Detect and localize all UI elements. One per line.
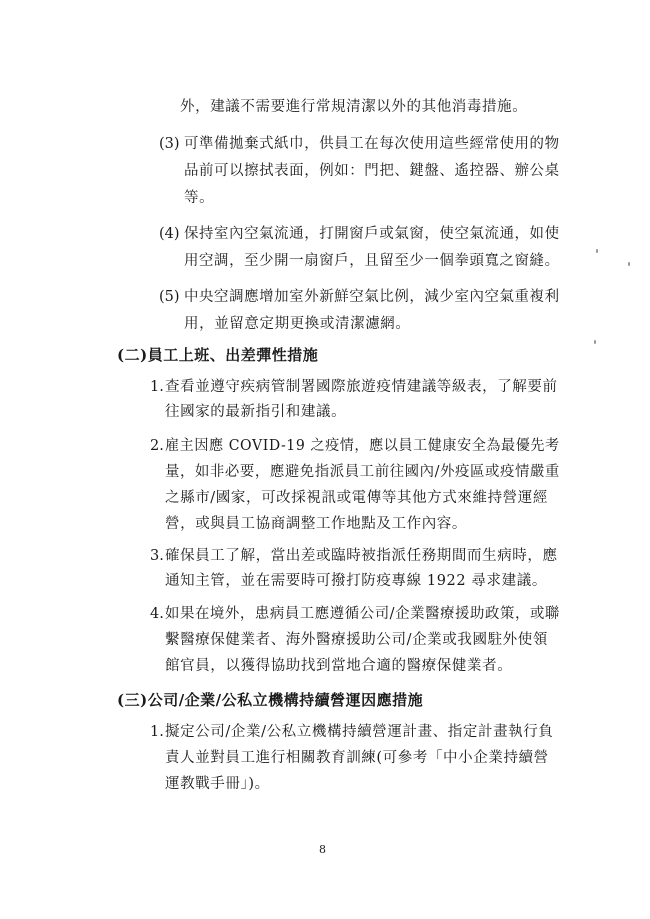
item-text-line: 往國家的最新指引和建議。: [165, 404, 347, 420]
item-text-line: 品前可以擦拭表面，例如：門把、鍵盤、遙控器、辦公桌: [184, 163, 560, 179]
section-heading: (二)員工上班、出差彈性措施: [117, 346, 319, 364]
scan-speck: [596, 249, 598, 253]
item-text-line: 用，並留意定期更換或清潔濾網。: [184, 316, 411, 332]
item-number: 4.: [150, 606, 164, 622]
item-text-line: 保持室內空氣流通，打開窗戶或氣窗，使空氣流通，如使: [184, 226, 560, 242]
item-text-line: 通知主管，並在需要時可撥打防疫專線 1922 尋求建議。: [165, 573, 547, 589]
section-heading: (三)公司/企業/公私立機構持續營運因應措施: [117, 691, 424, 709]
item-text-line: 確保員工了解，當出差或臨時被指派任務期間而生病時，應: [165, 548, 558, 564]
item-text-line: 之縣市/國家，可改採視訊或電傳等其他方式來維持營運經: [165, 490, 548, 506]
item-text-line: 量，如非必要，應避免指派員工前往國內/外疫區或疫情嚴重: [165, 464, 560, 480]
item-number: 1.: [150, 379, 164, 395]
item-text-line: 雇主因應 COVID-19 之疫情，應以員工健康安全為最優先考: [165, 438, 560, 454]
scan-speck: [594, 340, 596, 344]
item-number: 2.: [150, 438, 164, 454]
item-text-line: 查看並遵守疾病管制署國際旅遊疫情建議等級表，了解要前: [165, 379, 558, 395]
item-text-line: 館官員，以獲得協助找到當地合適的醫療保健業者。: [165, 658, 513, 674]
continuation-text: 外，建議不需要進行常規清潔以外的其他消毒措施。: [180, 99, 528, 115]
item-text-line: 可準備拋棄式紙巾，供員工在每次使用這些經常使用的物: [184, 136, 560, 152]
item-text-line: 營，或與員工協商調整工作地點及工作內容。: [165, 516, 467, 532]
item-text-line: 如果在境外，患病員工應遵循公司/企業醫療援助政策，或聯: [165, 606, 560, 622]
item-number: 3.: [150, 548, 164, 564]
item-text-line: 責人並對員工進行相關教育訓練(可參考「中小企業持續營: [165, 750, 549, 766]
scan-speck: [628, 262, 630, 266]
item-text-line: 繫醫療保健業者、海外醫療援助公司/企業或我國駐外使領: [165, 632, 548, 648]
page-number: 8: [319, 843, 326, 856]
item-number: (5): [159, 289, 180, 305]
item-number: (3): [159, 136, 180, 152]
item-text-line: 運教戰手冊」)。: [165, 776, 270, 792]
item-text-line: 用空調，至少開一扇窗戶，且留至少一個拳頭寬之窗縫。: [184, 253, 560, 269]
item-text-line: 等。: [184, 190, 215, 206]
item-text-line: 中央空調應增加室外新鮮空氣比例，減少室內空氣重複利: [184, 289, 560, 305]
item-number: (4): [159, 226, 180, 242]
item-number: 1.: [150, 724, 164, 740]
item-text-line: 擬定公司/企業/公私立機構持續營運計畫、指定計畫執行負: [165, 724, 554, 740]
